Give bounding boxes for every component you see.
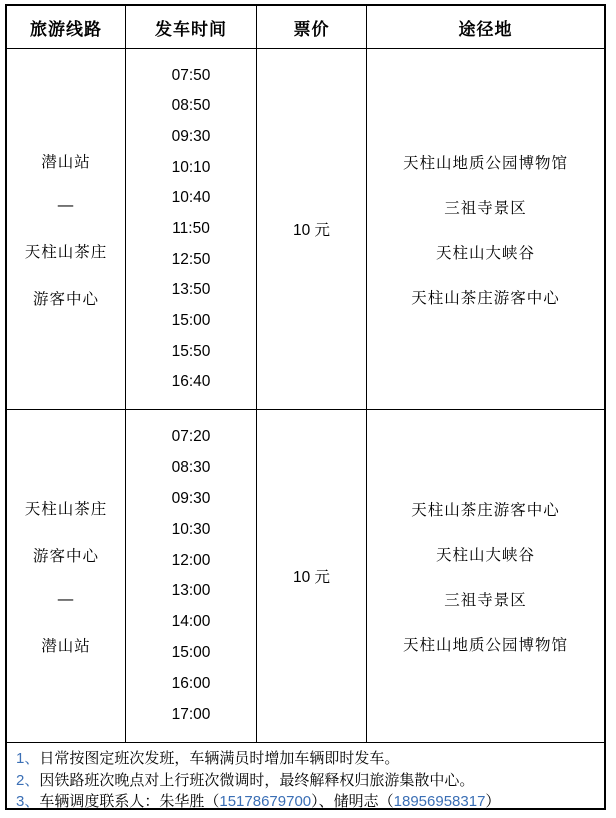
price-cell-outbound [257, 49, 367, 410]
route-line: 潜山站 [41, 637, 91, 655]
via-stop: 天柱山地质公园博物馆 [402, 154, 568, 172]
header-cell-departure-time [126, 6, 257, 49]
via-stop: 天柱山大峡谷 [435, 546, 535, 564]
header-route-label: 旅游线路 [30, 19, 102, 39]
time-item: 16:00 [171, 675, 211, 693]
price-value: 10 元 [292, 222, 331, 239]
header-via-label: 途径地 [458, 19, 513, 39]
time-item: 07:20 [171, 427, 211, 445]
time-item: 12:00 [171, 551, 211, 569]
header-cell-route [7, 6, 126, 49]
time-item: 12:50 [171, 250, 211, 268]
note-text: 因铁路班次晚点对上行班次微调时，最终解释权归旅游集散中心。 [39, 771, 475, 789]
note-text: 车辆调度联系人：朱华胜（ [39, 793, 220, 808]
via-stop: 天柱山地质公园博物馆 [402, 636, 568, 654]
time-item: 08:50 [171, 97, 211, 115]
time-item: 15:50 [171, 342, 211, 360]
time-item: 13:50 [171, 281, 211, 299]
route-dash: — [57, 196, 75, 214]
contact-phone-2: 18956958317 [393, 793, 486, 808]
note-line-2 [16, 770, 598, 792]
time-item: 11:50 [172, 219, 210, 237]
via-stop: 天柱山茶庄游客中心 [411, 289, 560, 307]
time-item: 09:30 [171, 127, 211, 145]
via-stop: 三祖寺景区 [444, 591, 527, 609]
price-cell-return [257, 410, 367, 743]
via-stop: 天柱山大峡谷 [435, 244, 535, 262]
note-text: ） [485, 793, 501, 808]
route-dash: — [57, 590, 75, 608]
time-item: 14:00 [171, 613, 211, 631]
time-item: 13:00 [171, 582, 211, 600]
route-line: 游客中心 [32, 547, 99, 565]
time-item: 10:40 [171, 189, 211, 207]
bus-timetable-table [5, 4, 606, 810]
note-number: 1、 [16, 750, 40, 767]
via-stop: 天柱山茶庄游客中心 [411, 501, 560, 519]
via-stop: 三祖寺景区 [444, 199, 527, 217]
note-line-1 [16, 748, 598, 770]
route-line: 天柱山茶庄 [24, 243, 108, 261]
note-number: 2、 [16, 771, 40, 789]
departure-times-outbound [126, 49, 257, 410]
via-cell-outbound [367, 49, 604, 410]
footer-notes [7, 743, 604, 808]
note-text: ）、储明志（ [311, 793, 394, 808]
note-number: 3、 [16, 793, 40, 808]
price-value: 10 元 [292, 569, 331, 586]
header-cell-price [257, 6, 367, 49]
time-item: 15:00 [171, 644, 211, 662]
header-price-label: 票价 [293, 19, 330, 39]
time-item: 08:30 [171, 458, 211, 476]
route-cell-return [7, 410, 126, 743]
route-line: 游客中心 [32, 290, 99, 308]
time-item: 15:00 [171, 311, 211, 329]
time-item: 10:10 [171, 158, 211, 176]
via-cell-return [367, 410, 604, 743]
note-text: 日常按图定班次发班，车辆满员时增加车辆即时发车。 [39, 750, 400, 767]
route-cell-outbound [7, 49, 126, 410]
time-item: 16:40 [171, 373, 211, 391]
time-item: 09:30 [171, 489, 211, 507]
header-cell-via [367, 6, 604, 49]
header-departure-label: 发车时间 [155, 19, 227, 39]
time-item: 10:30 [171, 520, 211, 538]
route-line: 天柱山茶庄 [24, 500, 108, 518]
time-item: 17:00 [171, 706, 211, 724]
time-item: 07:50 [171, 66, 211, 84]
note-line-3 [16, 791, 598, 808]
route-line: 潜山站 [41, 153, 91, 171]
departure-times-return [126, 410, 257, 743]
contact-phone-1: 15178679700 [219, 793, 312, 808]
